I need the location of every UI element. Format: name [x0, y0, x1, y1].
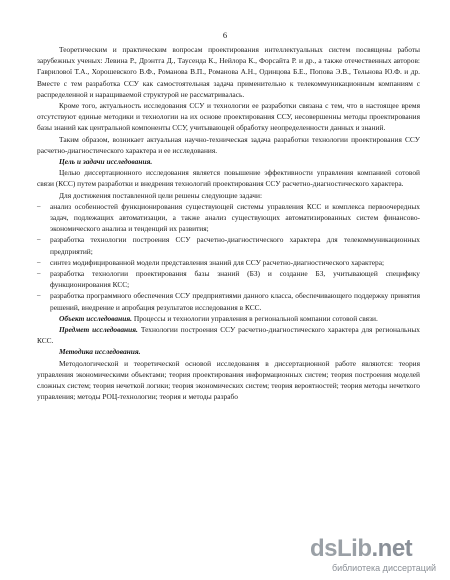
task-text: синтез модифицированной модели представления знаний для ССУ расчетно-диагностического характера; — [50, 257, 385, 267]
task-list — [37, 201, 420, 313]
intro-paragraph-2: Кроме того, актуальность исследования ССУ и технологии ее разработки связана с тем, что в настоящее время отсутствуют единые методики и технологии на их основе проектирования ССУ, несовершенны методы проектирования базы знаний как центральной компоненты ССУ, учитывающей обработку неопределенности данных и знаний. — [37, 101, 420, 133]
document-body — [37, 44, 420, 403]
page-number: 6 — [222, 30, 228, 40]
goals-paragraph-1: Целью диссертационного исследования является повышение эффективности управления компанией сотовой связи (КСС) путем разработки и внедрения технологий проектирования ССУ расчетно-диагностического характера. — [37, 168, 420, 189]
goals-heading: Цель и задачи исследования. — [59, 157, 153, 167]
task-text: анализ особенностей функционирования существующей системы управления КСС и комплекса первоочередных задач, подлежащих автоматизации, а также анализ существующих автоматизированных систем финансово-экономического анализа и тенденций их развития; — [50, 201, 420, 234]
bullet-dash: – — [37, 291, 41, 300]
bullet-dash: – — [37, 257, 41, 266]
object-paragraph — [37, 313, 420, 324]
logo-suffix: .net — [371, 535, 413, 562]
task-item — [37, 290, 420, 312]
goals-paragraph-2: Для достижения поставленной цели решены следующие задачи: — [59, 190, 263, 200]
subject-text: Технологии построения ССУ расчетно-диагностического характера для региональных КСС. — [37, 325, 420, 346]
methodology-heading: Методика исследования. — [59, 347, 141, 357]
logo-main: dsLib — [310, 535, 372, 562]
subject-paragraph — [37, 324, 420, 346]
dslib-logo — [310, 536, 412, 562]
task-text: разработка технологии построения ССУ расчетно-диагностического характера для телекоммуникационных предприятий; — [50, 235, 420, 256]
task-item — [37, 268, 420, 290]
task-item — [37, 234, 420, 256]
object-text: Процессы и технологии управления в региональной компании сотовой связи. — [133, 313, 378, 323]
bullet-dash: – — [37, 269, 41, 278]
task-text: разработка программного обеспечения ССУ предприятиями данного класса, обеспечивающего поддержку принятия решений, внедрение и апробация результатов исследования в КСС. — [50, 291, 420, 312]
dslib-watermark — [310, 536, 442, 574]
intro-paragraph-1: Теоретическим и практическим вопросам проектирования интеллектуальных систем посвящены работы зарубежных ученых: Левина Р., Дрэнтга Д., Таусенда К., Нейлора К., Форсайта Р. и др., а также отечественных авторов: Гаврилової Т.А., Хорошевского В.Ф., Романова В.П., Романова А.Н., Одинцова Б.Е., Попова Э.В., Тельнова Ю.Ф. и др. Вместе с тем разработка ССУ как самостоятельная задача применительно к телекоммуникационным компаниям с распределенной и наращиваемой структурой не рассматривалась. — [37, 45, 420, 99]
object-label: Объект исследования. — [59, 313, 132, 323]
bullet-dash: – — [37, 235, 41, 244]
subject-label: Предмет исследования. — [59, 325, 138, 335]
task-item — [37, 201, 420, 235]
task-item — [37, 257, 420, 268]
methodology-paragraph: Методологической и теоретической основой исследования в диссертационной работе являются: теория управления экономическими объектами; теория проектирования информационных систем; теория построения моделей сложных систем; теория нечеткой логики; теория экономических систем; теория вероятностей; теория методы нечеткого управления; методы РОЦ-технологии; теория и методы разрабо — [37, 358, 420, 402]
bullet-dash: – — [37, 201, 41, 210]
watermark-subtitle: библиотека диссертаций — [332, 563, 437, 573]
task-text: разработка технологии проектирования базы знаний (БЗ) и создание БЗ, учитывающей специфику функционирования КСС; — [50, 269, 420, 290]
intro-paragraph-3: Таким образом, возникает актуальная научно-техническая задача разработки технологии проектирования ССУ расчетно-диагностического характера и ее исследования. — [37, 134, 420, 155]
